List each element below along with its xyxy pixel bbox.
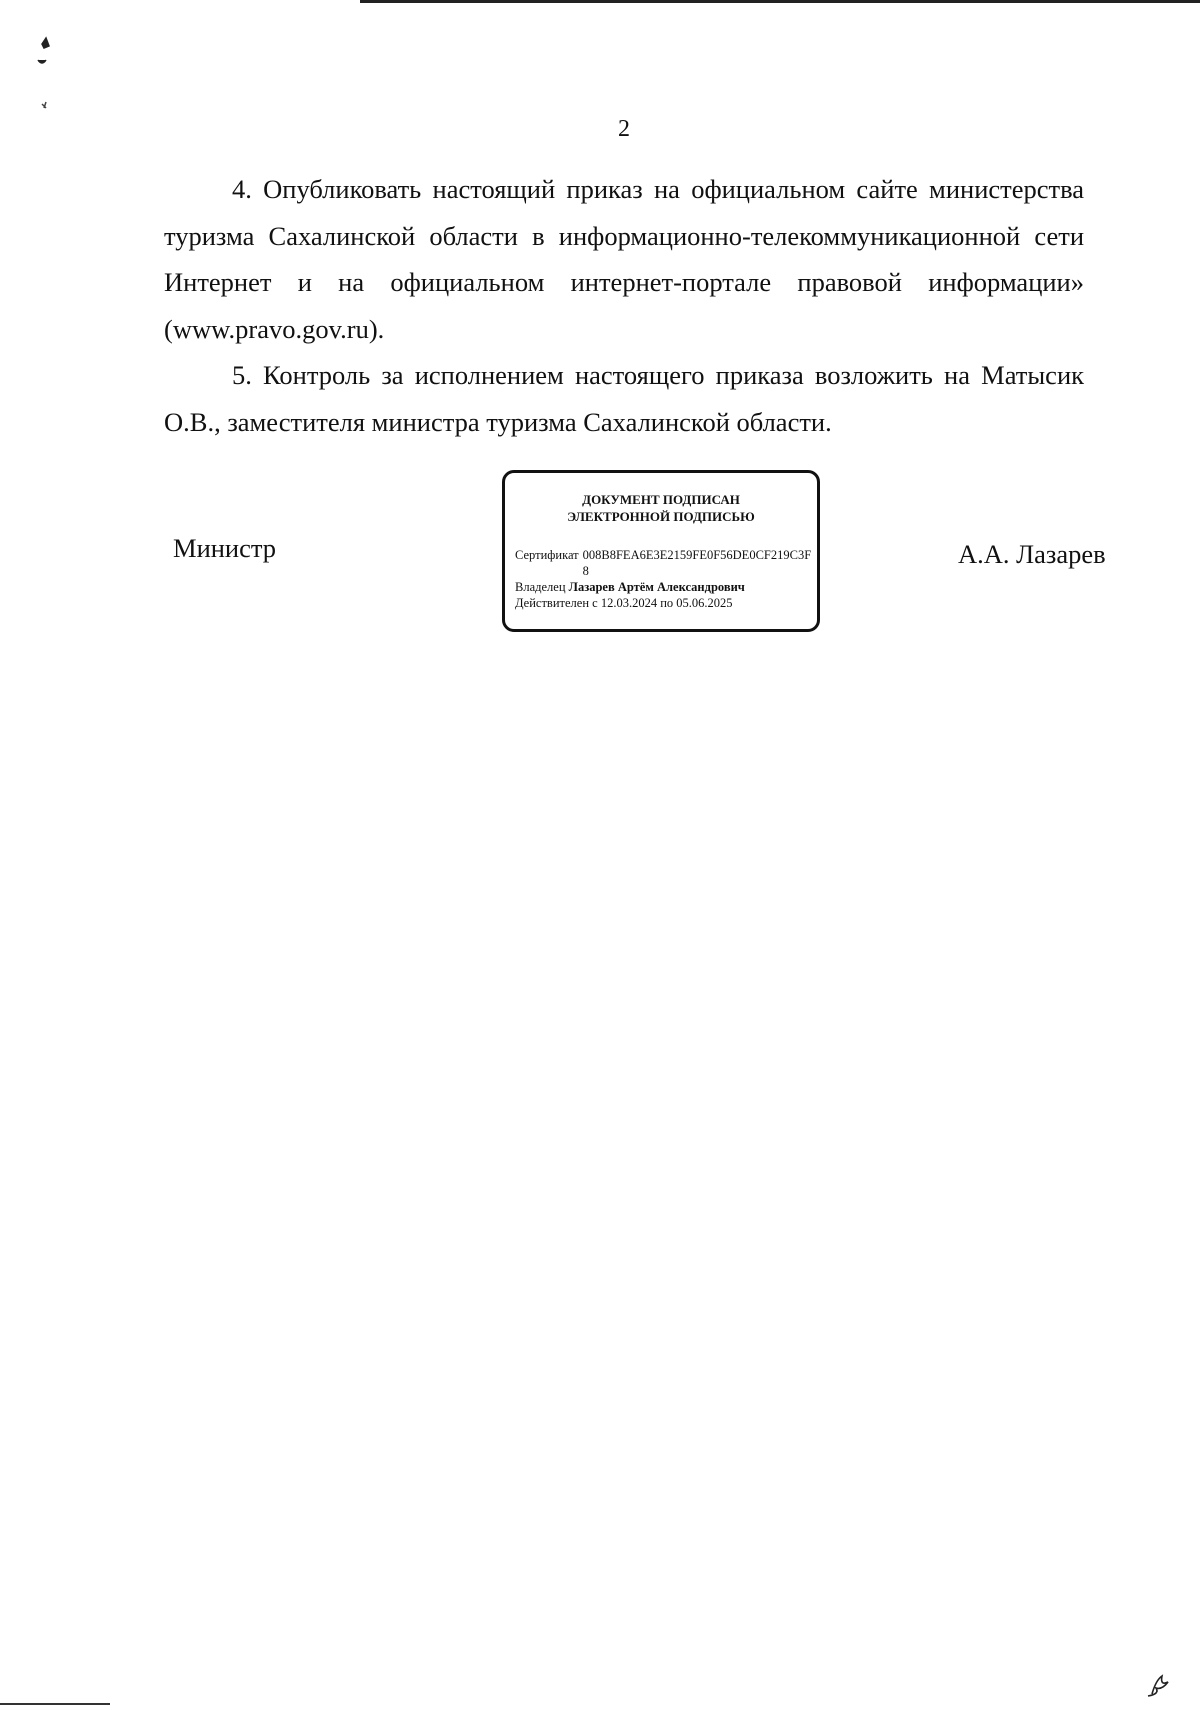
signer-position: Министр [173,533,277,563]
certificate-label: Сертификат [515,548,579,562]
owner-value: Лазарев Артём Александрович [568,580,745,594]
paragraph-4: 4. Опубликовать настоящий приказ на официальном сайте министерства туризма Сахалинской области в информационно-телекоммуникационной сети Интернет и на официальном интернет-портале правовой информации» (www.pravo.gov.ru). [164,174,1084,344]
stamp-details [515,547,815,611]
validity-value: с 12.03.2024 по 05.06.2025 [592,596,733,610]
document-body [164,166,1084,445]
certificate-value: 008B8FEA6E3E2159FE0F56DE0CF219C3F8 [582,548,812,578]
stamp-owner-row [515,579,815,595]
owner-label: Владелец [515,580,566,594]
stamp-certificate-row [515,547,815,579]
validity-label: Действителен [515,596,590,610]
stamp-heading [505,491,817,525]
stamp-validity-row [515,595,815,611]
stamp-heading-line2: ЭЛЕКТРОННОЙ ПОДПИСЬЮ [567,509,755,524]
signer-name: А.А. Лазарев [958,539,1106,569]
stamp-heading-line1: ДОКУМЕНТ ПОДПИСАН [582,492,740,507]
electronic-signature-stamp [502,470,820,632]
paragraph-5: 5. Контроль за исполнением настоящего приказа возложить на Матысик О.В., заместителя министра туризма Сахалинской области. [164,360,1084,437]
page-number: 2 [618,116,630,142]
